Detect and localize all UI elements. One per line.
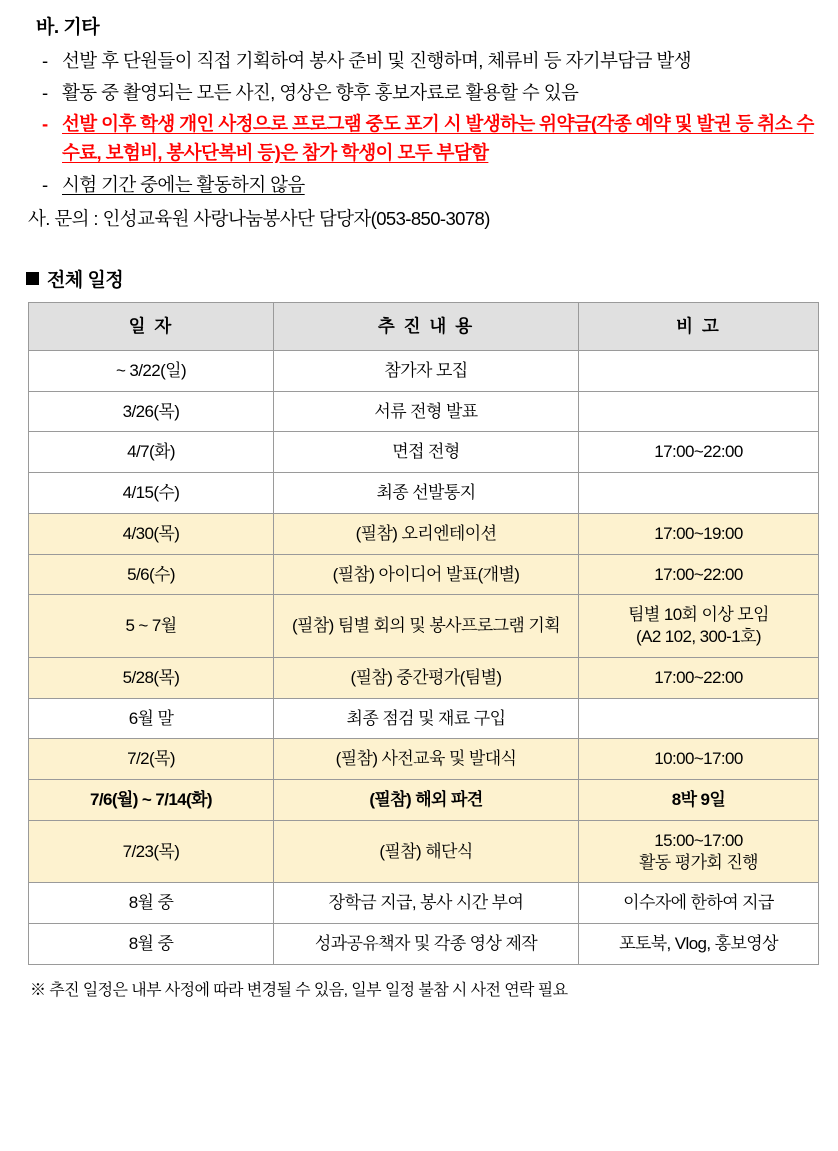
- schedule-table-head: [29, 303, 819, 350]
- dash-icon: -: [42, 113, 48, 135]
- cell-note: 이수자에 한하여 지급: [579, 883, 819, 924]
- bullet-item: [36, 171, 816, 200]
- cell-note: 17:00~22:00: [579, 657, 819, 698]
- cell-date: 7/6(월) ~ 7/14(화): [29, 780, 274, 821]
- column-header-date: 일 자: [29, 303, 274, 350]
- cell-content: 최종 선발통지: [274, 473, 579, 514]
- cell-date: 8월 중: [29, 883, 274, 924]
- schedule-title-text: 전체 일정: [47, 270, 124, 292]
- cell-note: 17:00~22:00: [579, 554, 819, 595]
- bullet-item: [36, 79, 816, 108]
- schedule-table-body: [29, 350, 819, 964]
- cell-date: 4/7(화): [29, 432, 274, 473]
- cell-note: [579, 698, 819, 739]
- cell-date: 5 ~ 7월: [29, 595, 274, 658]
- cell-note: 포토북, Vlog, 홍보영상: [579, 924, 819, 965]
- cell-content: (필참) 해외 파견: [274, 780, 579, 821]
- table-row: [29, 595, 819, 658]
- cell-note: 15:00~17:00 활동 평가회 진행: [579, 820, 819, 883]
- cell-note: 팀별 10회 이상 모임 (A2 102, 300-1호): [579, 595, 819, 658]
- cell-content: (필참) 팀별 회의 및 봉사프로그램 기획: [274, 595, 579, 658]
- cell-content: 참가자 모집: [274, 350, 579, 391]
- table-row: [29, 739, 819, 780]
- dash-icon: -: [42, 173, 48, 195]
- cell-content: 서류 전형 발표: [274, 391, 579, 432]
- cell-date: 4/30(목): [29, 513, 274, 554]
- cell-content: (필참) 해단식: [274, 820, 579, 883]
- table-row: [29, 432, 819, 473]
- schedule-table: [28, 302, 819, 964]
- dash-icon: -: [42, 50, 48, 71]
- section-heading: 바. 기타: [36, 17, 100, 38]
- cell-date: 7/2(목): [29, 739, 274, 780]
- cell-note: [579, 473, 819, 514]
- cell-note: [579, 350, 819, 391]
- cell-content: (필참) 아이디어 발표(개별): [274, 554, 579, 595]
- cell-date: 5/28(목): [29, 657, 274, 698]
- schedule-block-title: [26, 265, 816, 292]
- cell-date: 8월 중: [29, 924, 274, 965]
- column-header-content: 추 진 내 용: [274, 303, 579, 350]
- square-bullet-icon: [26, 272, 39, 285]
- cell-date: 6월 말: [29, 698, 274, 739]
- table-row: [29, 657, 819, 698]
- cell-content: (필참) 중간평가(팀별): [274, 657, 579, 698]
- bullet-text: 활동 중 촬영되는 모든 사진, 영상은 향후 홍보자료로 활용할 수 있음: [62, 81, 579, 103]
- cell-date: 4/15(수): [29, 473, 274, 514]
- bullet-text: 시험 기간 중에는 활동하지 않음: [62, 173, 305, 195]
- cell-note: 8박 9일: [579, 780, 819, 821]
- bullet-item: [36, 110, 816, 167]
- cell-content: 성과공유책자 및 각종 영상 제작: [274, 924, 579, 965]
- bullet-text: 선발 이후 학생 개인 사정으로 프로그램 중도 포기 시 발생하는 위약금(각종 예약 및 발권 등 취소 수수료, 보험비, 봉사단복비 등)은 참가 학생이 모두 부담함: [62, 113, 814, 164]
- table-row: [29, 698, 819, 739]
- table-row: [29, 820, 819, 883]
- cell-content: (필참) 오리엔테이션: [274, 513, 579, 554]
- table-row: [29, 350, 819, 391]
- cell-content: (필참) 사전교육 및 발대식: [274, 739, 579, 780]
- contact-line: 사. 문의 : 인성교육원 사랑나눔봉사단 담당자(053-850-3078): [28, 208, 490, 230]
- cell-note: [579, 391, 819, 432]
- table-row: [29, 473, 819, 514]
- cell-content: 최종 점검 및 재료 구입: [274, 698, 579, 739]
- cell-date: ~ 3/22(일): [29, 350, 274, 391]
- cell-date: 7/23(목): [29, 820, 274, 883]
- table-row: [29, 554, 819, 595]
- cell-date: 5/6(수): [29, 554, 274, 595]
- schedule-footnote: ※ 추진 일정은 내부 사정에 따라 변경될 수 있음, 일부 일정 불참 시 사전 연락 필요: [30, 981, 568, 999]
- dash-icon: -: [42, 81, 48, 103]
- table-row: [29, 883, 819, 924]
- column-header-note: 비 고: [579, 303, 819, 350]
- cell-note: 17:00~22:00: [579, 432, 819, 473]
- table-header-row: [29, 303, 819, 350]
- bullet-item: [36, 47, 816, 76]
- table-row: [29, 924, 819, 965]
- cell-content: 면접 전형: [274, 432, 579, 473]
- cell-note: 17:00~19:00: [579, 513, 819, 554]
- bullet-text: 선발 후 단원들이 직접 기획하여 봉사 준비 및 진행하며, 체류비 등 자기부담금 발생: [62, 50, 691, 71]
- bullet-list: [36, 47, 816, 199]
- table-row: [29, 513, 819, 554]
- cell-note: 10:00~17:00: [579, 739, 819, 780]
- table-row: [29, 391, 819, 432]
- cell-date: 3/26(목): [29, 391, 274, 432]
- table-row: [29, 780, 819, 821]
- cell-content: 장학금 지급, 봉사 시간 부여: [274, 883, 579, 924]
